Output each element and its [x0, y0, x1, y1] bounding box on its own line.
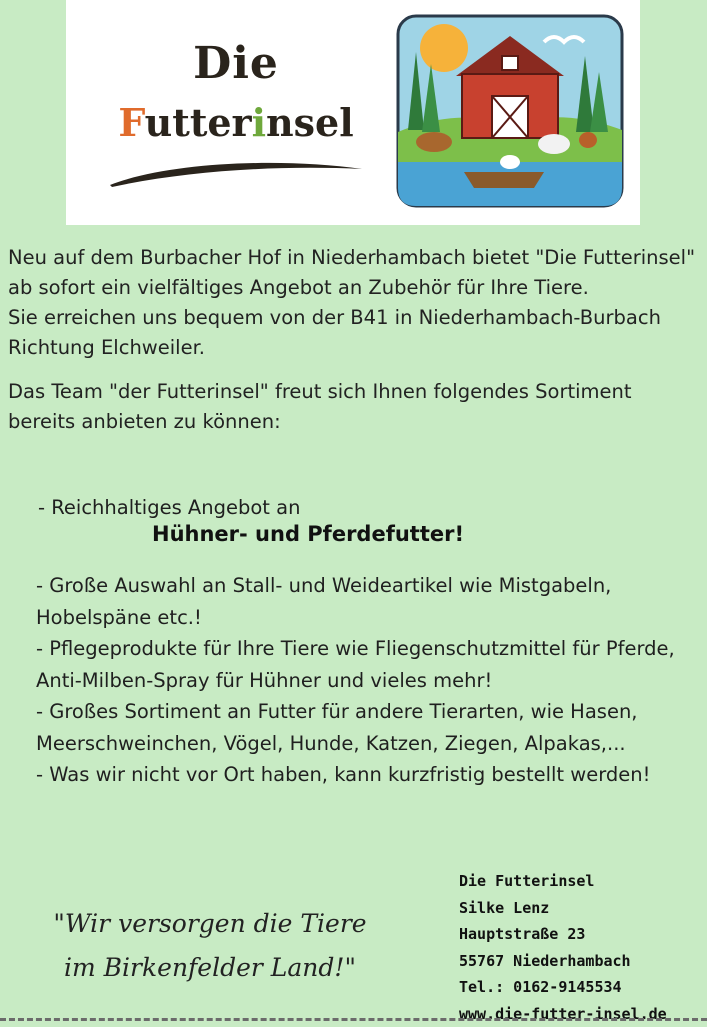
highlight-feed-text: Hühner- und Pferdefutter!: [152, 522, 464, 546]
contact-phone: Tel.: 0162-9145534: [459, 974, 704, 1001]
intro-paragraph-1: Neu auf dem Burbacher Hof in Niederhambach bietet "Die Futterinsel" ab sofort ein vielfältiges Angebot an Zubehör für Ihre Tiere. Sie erreichen uns bequem von der B41 in Niederhambach-Burbach Richtung Elchweiler.: [8, 243, 698, 363]
product-list: [36, 570, 696, 791]
contact-city: 55767 Niederhambach: [459, 948, 704, 975]
slogan-line-2: im Birkenfelder Land!": [30, 946, 390, 990]
logo-swoosh: [106, 155, 366, 189]
list-item: - Großes Sortiment an Futter für andere Tierarten, wie Hasen, Meerschweinchen, Vögel, Hunde, Katzen, Ziegen, Alpakas,...: [36, 696, 696, 759]
list-item: - Große Auswahl an Stall- und Weideartikel wie Mistgabeln, Hobelspäne etc.!: [36, 570, 696, 633]
farm-illustration: [394, 12, 626, 212]
slogan-line-1: "Wir versorgen die Tiere: [30, 902, 390, 946]
logo-wordmark: [86, 40, 386, 148]
list-item: - Reichhaltiges Angebot an: [38, 492, 698, 523]
header-logo-banner: [66, 0, 640, 225]
list-item: - Pflegeprodukte für Ihre Tiere wie Fliegenschutzmittel für Pferde, Anti-Milben-Spray für Hühner und vieles mehr!: [36, 633, 696, 696]
contact-street: Hauptstraße 23: [459, 921, 704, 948]
intro-text: [8, 243, 698, 437]
contact-person: Silke Lenz: [459, 895, 704, 922]
logo-futterinsel-text: Futterinsel: [86, 98, 386, 148]
product-list-first: [38, 492, 698, 523]
contact-name: Die Futterinsel: [459, 868, 704, 895]
logo-die-text: Die: [86, 40, 386, 88]
contact-website: www.die-futter-insel.de: [459, 1001, 704, 1027]
list-item: - Was wir nicht vor Ort haben, kann kurzfristig bestellt werden!: [36, 759, 696, 791]
slogan: [30, 902, 390, 990]
intro-paragraph-2: Das Team "der Futterinsel" freut sich Ihnen folgendes Sortiment bereits anbieten zu können:: [8, 377, 698, 437]
contact-block: [459, 868, 704, 1027]
bottom-dashed-divider: [0, 1018, 707, 1021]
